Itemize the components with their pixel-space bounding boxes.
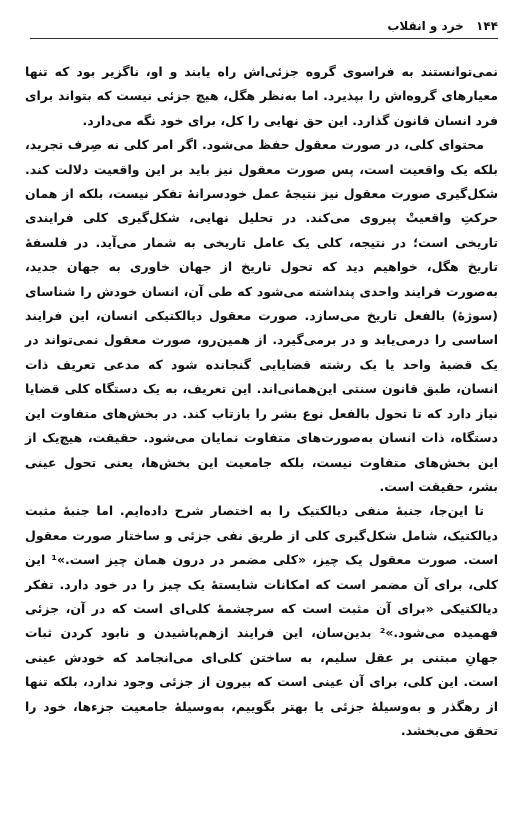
paragraph: محتوای کلی، در صورت معقول حفظ می‌شود. اگر امر کلی نه صِرف تجرید، بلکه یک واقعیت است، پس صورت معقول نیز باید بر این واقعیت دلالت کند. شکل‌گیری صورت معقول نیز نتیجهٔ عمل خودسرانهٔ تفکر نیست، بلکه از همان حرکتِ واقعیتْ پیروی می‌کند. در تحلیل نهایی، شکل‌گیری کلی فرایندی تاریخی است؛ در نتیجه، کلی یک عامل تاریخی به شمار می‌آید. در فلسفهٔ تاریخ هگل، خواهیم دید که تحول تاریخ از جهان خاوری به جهان جدید، به‌صورت فرایند واحدی پنداشته می‌شود که طی آن، انسان خودش را شناسای (سوژهٔ) بالفعل تاریخ می‌سازد. صورت معقول دیالکتیکی انسان، این فرایند اساسی را درمی‌یابد و در برمی‌گیرد. از همین‌رو، صورت معقول نمی‌تواند در یک قضیهٔ واحد یا یک رشته قضایایی گنجانده شود که مدعی تعریف ذات انسان، طبق قانون سنتی این‌همانی‌اند. این تعریف، به یک دستگاه کلی قضایا نیاز دارد که تا تحول بالفعل نوع بشر را بازتاب کند. در بخش‌های متفاوت این دستگاه، ذات انسان به‌صورت‌های متفاوت نمایان می‌شود. حقیقت، هیچ‌یک از این بخش‌های متفاوت نیست، بلکه جامعیت این بخش‌ها، یعنی تحول عینی بشر، حقیقت است. — [25, 137, 498, 494]
body-text — [25, 60, 498, 743]
paragraph: نمی‌توانستند به فراسوی گروه جزئی‌اش راه یابند و او، ناگزیر بود که تنها معیارهای گروه‌اش را بپذیرد. اما به‌نظر هگل، هیچ جزئی نیست که بتواند برای فرد انسان قانون گذارد. این حق نهایی را کل، برای خود نگه می‌دارد. — [25, 64, 498, 128]
header-rule — [30, 38, 498, 39]
page-number: ۱۴۴ — [476, 19, 498, 33]
running-title: خرد و انقلاب — [387, 19, 464, 33]
running-header — [30, 16, 498, 36]
paragraph: تا این‌جا، جنبهٔ منفی دیالکتیک را به اختصار شرح داده‌ایم. اما جنبهٔ مثبت دیالکتیک، شامل شکل‌گیری کلی از طریق نفی جزئی و ساختار صورت معقول است. صورت معقول یک چیز، «کلی مضمر در درون همان چیز است.»¹ این کلی، برای آن مضمر است که امکانات شایستهٔ یک چیز را در خود دارد. تفکر دیالکتیکی «برای آن مثبت است که سرچشمهٔ کلی‌ای است که در آن، جزئی فهمیده می‌شود.»² بدین‌سان، این فرایند ازهم‌پاشیدن و نابود کردن ثبات جهانِ مبتنی بر عقل سلیم، به ساختن کلی‌ای می‌انجامد که خودش عینی است. این کلی، برای آن عینی است که بیرون از جزئی وجود ندارد، بلکه تنها از رهگذر و به‌وسیلهٔ جزئی یا بهتر بگوییم، به‌وسیلهٔ جامعیت جزءها، خود را تحقق می‌بخشد. — [25, 503, 498, 738]
